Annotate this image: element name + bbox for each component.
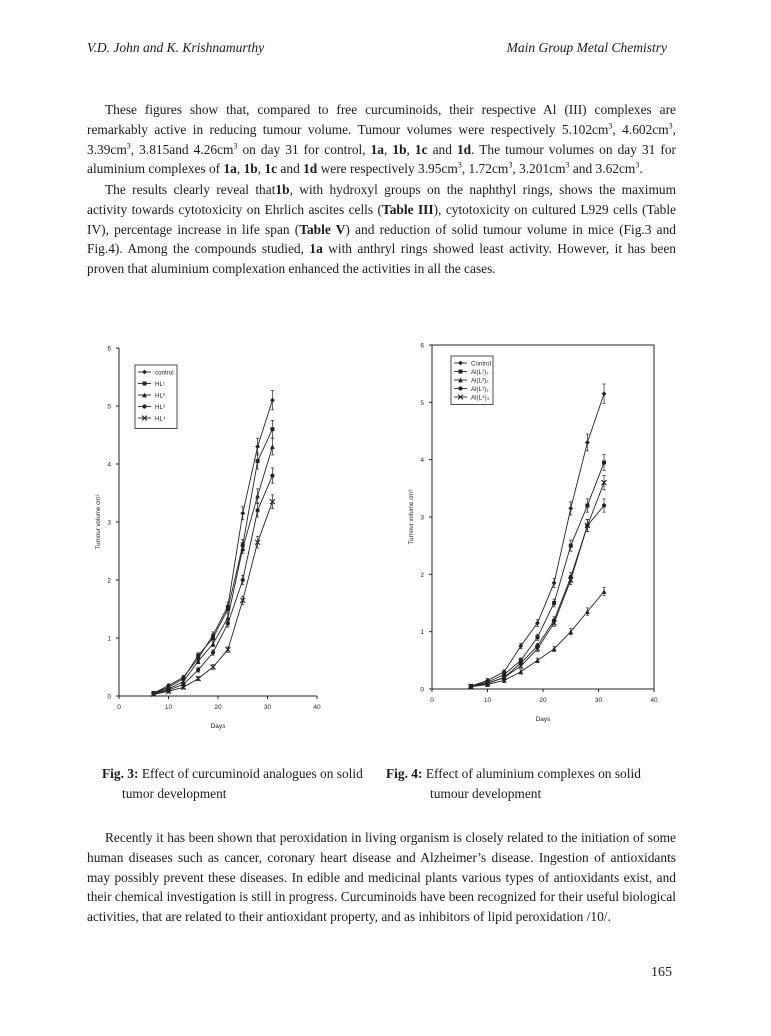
series-5 xyxy=(151,495,275,697)
legend-entry: Al(L¹)₃ xyxy=(471,368,489,376)
paragraph-tumour-volumes: These figures show that, compared to free curcuminoids, their respective Al (III) complexes are remarkably active in reducing tumour volume. Tumour volumes were respectively $5.102cm^3$, $4.602cm^3$, $3.39cm^3$, 3.815and $4.26cm^3$ on day 31 for control, 1a, 1b, 1c and 1d. The tumour volumes on day 31 for aluminium complexes of 1a, 1b, 1c and 1d were respectively $3.95cm^3$, $1.72cm^3$, $3.201cm^3$ and $3.62cm^3$. xyxy=(87,102,677,177)
x-tick-label: 30 xyxy=(594,697,603,704)
data-point xyxy=(552,601,556,605)
series-line xyxy=(154,476,273,694)
data-point xyxy=(270,444,275,449)
y-tick-label: 5 xyxy=(420,399,424,407)
legend-marker xyxy=(459,370,463,374)
x-tick-label: 0 xyxy=(117,704,121,711)
data-point xyxy=(552,581,557,586)
y-tick-label: 0 xyxy=(420,686,424,694)
running-header-authors: V.D. John and K. Krishnamurthy xyxy=(87,40,265,55)
paragraph-peroxidation: Recently it has been shown that peroxidation in living organism is closely related to the initiation of some human diseases such as cancer, coronary heart disease and Alzheimer’s disease. Ingestion of antioxidants may possibly prevent these diseases. In edible and medicinal plants various types of antioxidants exist, and their chemical investigation is still in progress. Curcuminoids have been recognized for their useful biological activities, that are related to their antioxidant property, and as inhibitors of lipid peroxidation /10/. xyxy=(87,830,676,925)
legend-entry: HL⁴ xyxy=(155,415,166,423)
legend-entry: control xyxy=(155,369,174,377)
legend-entry: HL¹ xyxy=(155,380,165,388)
legend-entry: Control xyxy=(471,360,491,368)
series-line xyxy=(154,400,273,693)
data-point xyxy=(226,621,230,625)
data-point xyxy=(255,494,260,499)
y-tick-label: 3 xyxy=(420,514,424,522)
legend-entry: Al(L²)₃ xyxy=(471,377,489,385)
data-point xyxy=(196,653,200,657)
x-tick-label: 40 xyxy=(313,704,321,711)
y-tick-label: 6 xyxy=(420,342,424,350)
paragraph-results: The results clearly reveal that1b, with hydroxyl groups on the naphthyl rings, shows the maximum activity towards cytotoxicity on Ehrlich ascites cells (Table III), cytotoxicity on cultured L929 cells (Table IV), percentage increase in life span (Table V) and reduction of solid tumour volume in mice (Fig.3 and Fig.4). Among the compounds studied, 1a with anthryl rings showed least activity. However, it has been proven that aluminium complexation enhanced the activities in all the cases. xyxy=(87,182,677,277)
figure-3-caption: Fig. 3: Effect of curcuminoid analogues on solid tumor development xyxy=(102,766,363,801)
y-tick-label: 3 xyxy=(107,519,111,527)
y-tick-label: 4 xyxy=(420,457,424,465)
legend xyxy=(135,365,177,429)
data-point xyxy=(211,650,215,654)
x-tick-label: 40 xyxy=(650,697,658,704)
data-point xyxy=(270,398,275,403)
y-tick-label: 6 xyxy=(107,345,111,353)
data-point xyxy=(568,506,573,511)
running-header-journal: Main Group Metal Chemistry xyxy=(506,40,667,55)
series-line xyxy=(154,447,273,693)
x-tick-label: 0 xyxy=(430,697,434,704)
legend-entry: Al(L³)₃ xyxy=(471,385,489,393)
page-number: 165 xyxy=(651,965,672,980)
x-tick-label: 30 xyxy=(263,704,272,711)
y-tick-label: 1 xyxy=(420,629,424,637)
legend xyxy=(451,356,493,405)
y-tick-label: 4 xyxy=(107,461,111,469)
x-tick-label: 20 xyxy=(539,697,547,704)
legend-marker xyxy=(143,382,147,386)
data-point xyxy=(585,440,590,445)
data-point xyxy=(569,544,573,548)
x-tick-label: 20 xyxy=(214,704,222,711)
x-axis-label: Days xyxy=(210,723,226,730)
series-1 xyxy=(468,384,606,689)
data-point xyxy=(241,578,245,582)
data-point xyxy=(196,668,200,672)
data-point xyxy=(535,635,539,639)
x-tick-label: 10 xyxy=(483,697,492,704)
series-2 xyxy=(469,455,606,688)
data-point xyxy=(602,503,606,507)
data-point xyxy=(602,589,607,594)
data-point xyxy=(211,636,215,640)
series-line xyxy=(471,394,604,686)
data-point xyxy=(240,511,245,516)
y-tick-label: 5 xyxy=(107,403,111,411)
x-axis-label: Days xyxy=(535,716,551,723)
legend-entry: Al(L⁴)₃ xyxy=(471,394,490,402)
series-line xyxy=(471,463,604,687)
series-3 xyxy=(151,438,275,695)
figure-3-chart xyxy=(88,340,348,740)
data-point xyxy=(602,391,607,396)
data-point xyxy=(270,474,274,478)
legend-marker xyxy=(458,386,462,390)
figure-4-chart xyxy=(403,340,663,740)
data-point xyxy=(602,461,606,465)
y-axis-label: Tumour volume cm³ xyxy=(408,489,415,545)
x-tick-label: 10 xyxy=(164,704,173,711)
figure-4-caption: Fig. 4: Effect of aluminium complexes on solid tumour development xyxy=(386,766,641,801)
legend-entry: HL³ xyxy=(155,403,165,411)
legend-entry: HL² xyxy=(155,392,165,400)
y-tick-label: 2 xyxy=(420,571,424,579)
y-axis-label: Tumour volume cm³ xyxy=(95,494,102,550)
y-tick-label: 1 xyxy=(107,635,111,643)
data-point xyxy=(256,508,260,512)
legend-marker xyxy=(142,404,146,408)
y-tick-label: 0 xyxy=(107,693,111,701)
data-point xyxy=(585,504,589,508)
data-point xyxy=(211,641,216,646)
data-point xyxy=(256,459,260,463)
data-point xyxy=(255,444,260,449)
data-point xyxy=(270,427,274,431)
y-tick-label: 2 xyxy=(107,577,111,585)
